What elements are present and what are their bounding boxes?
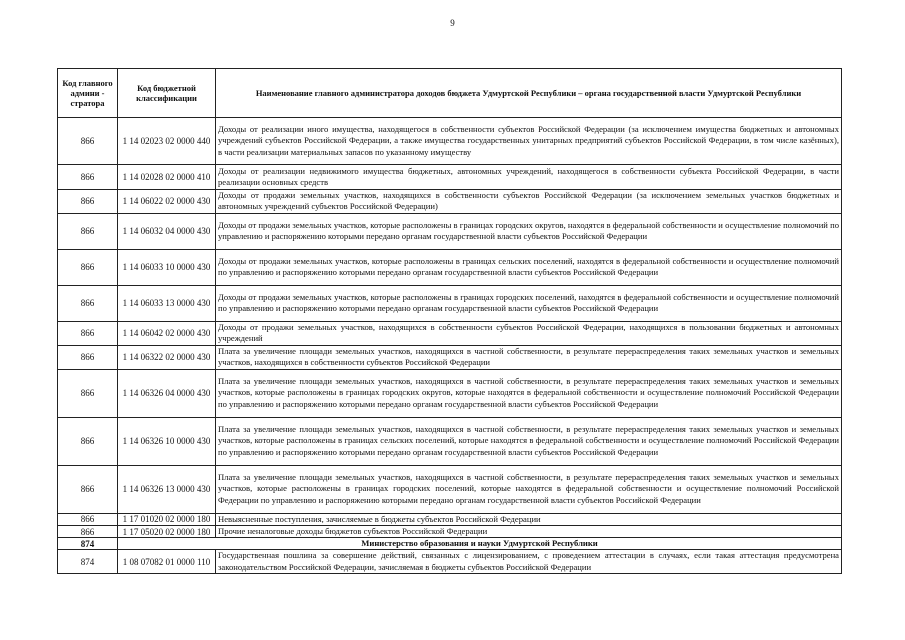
table-row (58, 190, 842, 214)
budget-code-cell: 1 14 02023 02 0000 440 (118, 118, 216, 165)
admin-code-cell: 866 (58, 190, 118, 214)
name-cell: Невыясненные поступления, зачисляемые в бюджеты субъектов Российской Федерации (216, 513, 842, 525)
budget-code-cell: 1 17 01020 02 0000 180 (118, 513, 216, 525)
name-cell: Доходы от продажи земельных участков, находящихся в собственности субъектов Российской Федерации, находящихся в пользовании бюджетных и автономных учреждений (216, 321, 842, 345)
admin-code-cell: 866 (58, 118, 118, 165)
table-row (58, 285, 842, 321)
table-header-row (58, 69, 842, 118)
name-cell: Плата за увеличение площади земельных участков, находящихся в частной собственности, в результате перераспределения таких земельных участков и земельных участков, которые расположены в границах сельских поселений, которые находятся в федеральной собственности и осуществление полномочий Российской Федерации по управлению и распоряжению которыми передано органам государственной власти субъектов Российской Федерации (216, 417, 842, 465)
header-budget-code: Код бюджетной классификации (118, 69, 216, 118)
admin-code-cell: 866 (58, 525, 118, 537)
name-cell: Государственная пошлина за совершение действий, связанных с лицензированием, с проведением аттестации в случаях, если такая аттестация предусмотрена законодательством Российской Федерации, зачисляемая в бюджеты субъектов Российской Федерации (216, 550, 842, 574)
name-cell: Плата за увеличение площади земельных участков, находящихся в частной собственности, в результате перераспределения таких земельных участков и земельных участков, которые расположены в границах городских поселений, которые находятся в федеральной собственности и осуществление полномочий Российской Федерации по управлению и распоряжению которыми передано органам государственной власти субъектов Российской Федерации (216, 465, 842, 513)
admin-code-cell: 866 (58, 285, 118, 321)
budget-code-cell: 1 17 05020 02 0000 180 (118, 525, 216, 537)
page-number: 9 (450, 18, 455, 28)
admin-code-cell: 866 (58, 213, 118, 249)
name-cell: Плата за увеличение площади земельных участков, находящихся в частной собственности, в результате перераспределения таких земельных участков и земельных участков, находящихся в собственности субъектов Российской Федерации (216, 345, 842, 369)
admin-code-cell: 866 (58, 249, 118, 285)
budget-code-cell: 1 14 02028 02 0000 410 (118, 165, 216, 190)
name-cell: Доходы от реализации недвижимого имущества бюджетных, автономных учреждений, находящегося в собственности субъекта Российской Федерации, в части реализации основных средств (216, 165, 842, 190)
table-row (58, 369, 842, 417)
name-cell: Прочие неналоговые доходы бюджетов субъектов Российской Федерации (216, 525, 842, 537)
table-row (58, 321, 842, 345)
admin-code-cell: 866 (58, 165, 118, 190)
table-row (58, 465, 842, 513)
table-row (58, 118, 842, 165)
budget-code-cell: 1 14 06326 13 0000 430 (118, 465, 216, 513)
admin-code-cell: 866 (58, 465, 118, 513)
budget-code-cell: 1 08 07082 01 0000 110 (118, 550, 216, 574)
admin-code-cell: 874 (58, 550, 118, 574)
name-cell: Доходы от продажи земельных участков, которые расположены в границах сельских поселений, находятся в федеральной собственности и осуществление полномочий по управлению и распоряжению которыми передано органам государственной власти субъектов Российской Федерации (216, 249, 842, 285)
name-cell: Плата за увеличение площади земельных участков, находящихся в частной собственности, в результате перераспределения таких земельных участков и земельных участков, которые расположены в границах городских округов, которые находятся в федеральной собственности и осуществление полномочий Российской Федерации по управлению и распоряжению которыми передано органам государственной власти субъектов Российской Федерации (216, 369, 842, 417)
budget-code-cell: 1 14 06032 04 0000 430 (118, 213, 216, 249)
admin-code-cell: 866 (58, 345, 118, 369)
table-row (58, 345, 842, 369)
table-row (58, 213, 842, 249)
header-admin-code: Код главного админи - стратора (58, 69, 118, 118)
department-row (58, 538, 842, 550)
header-name: Наименование главного администратора доходов бюджета Удмуртской Республики – органа государственной власти Удмуртской Республики (216, 69, 842, 118)
table-row (58, 165, 842, 190)
budget-code-cell: 1 14 06326 10 0000 430 (118, 417, 216, 465)
admin-code-cell: 866 (58, 321, 118, 345)
budget-code-cell: 1 14 06033 10 0000 430 (118, 249, 216, 285)
admin-code-cell: 866 (58, 417, 118, 465)
admin-code-cell: 866 (58, 369, 118, 417)
department-name-cell: Министерство образования и науки Удмуртской Республики (118, 538, 842, 550)
name-cell: Доходы от продажи земельных участков, которые расположены в границах городских поселений, находятся в федеральной собственности и осуществление полномочий по управлению и распоряжению которыми передано органам государственной власти субъектов Российской Федерации (216, 285, 842, 321)
table-row (58, 417, 842, 465)
name-cell: Доходы от продажи земельных участков, находящихся в собственности субъектов Российской Федерации (за исключением земельных участков бюджетных и автономных учреждений субъектов Российской Федерации) (216, 190, 842, 214)
table-row (58, 550, 842, 574)
name-cell: Доходы от продажи земельных участков, которые расположены в границах городских округов, находятся в федеральной собственности и осуществление полномочий по управлению и распоряжению которыми передано органам государственной власти субъектов Российской Федерации (216, 213, 842, 249)
department-code-cell: 874 (58, 538, 118, 550)
budget-code-cell: 1 14 06042 02 0000 430 (118, 321, 216, 345)
table-row (58, 525, 842, 537)
table-row (58, 249, 842, 285)
revenue-administrators-table (57, 68, 842, 574)
admin-code-cell: 866 (58, 513, 118, 525)
table-row (58, 513, 842, 525)
budget-code-cell: 1 14 06033 13 0000 430 (118, 285, 216, 321)
budget-code-cell: 1 14 06322 02 0000 430 (118, 345, 216, 369)
name-cell: Доходы от реализации иного имущества, находящегося в собственности субъектов Российской Федерации (за исключением имущества бюджетных и автономных учреждений субъектов Российской Федерации, а также имущества государственных унитарных предприятий субъектов Российской Федерации, в том числе казённых), в части реализации материальных запасов по указанному имуществу (216, 118, 842, 165)
budget-code-cell: 1 14 06022 02 0000 430 (118, 190, 216, 214)
budget-code-cell: 1 14 06326 04 0000 430 (118, 369, 216, 417)
